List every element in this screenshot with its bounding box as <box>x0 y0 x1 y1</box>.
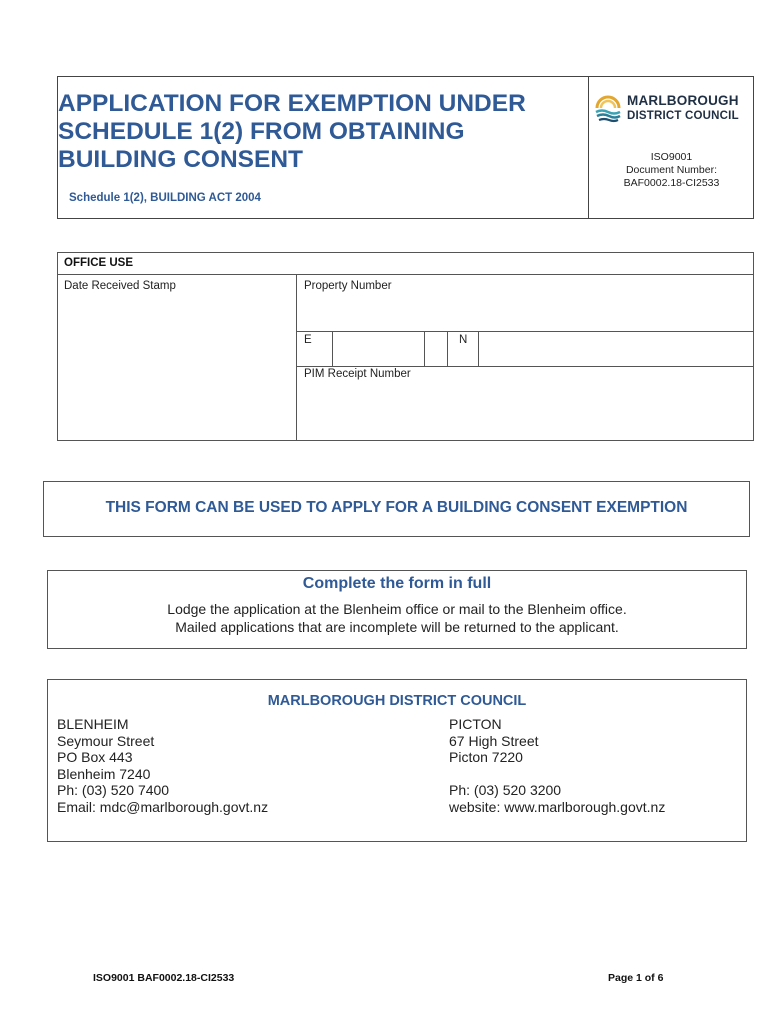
document-number-label: Document Number: <box>625 164 718 176</box>
document-number: BAF0002.18-CI2533 <box>623 177 720 189</box>
council-heading: MARLBOROUGH DISTRICT COUNCIL <box>267 693 527 709</box>
blenheim-po-box: PO Box 443 <box>57 749 133 765</box>
easting-label: E <box>304 334 312 346</box>
northing-field[interactable] <box>479 332 753 366</box>
picton-website[interactable]: website: www.marlborough.govt.nz <box>449 798 666 815</box>
exemption-banner-text: THIS FORM CAN BE USED TO APPLY FOR A BUILDING CONSENT EXEMPTION <box>105 499 688 516</box>
footer-page-number: Page 1 of 6 <box>608 972 664 984</box>
picton-phone: Ph: (03) 520 3200 <box>449 782 562 798</box>
blenheim-email[interactable]: Email: mdc@marlborough.govt.nz <box>57 798 269 815</box>
northing-label: N <box>459 334 468 346</box>
blenheim-street: Seymour Street <box>57 732 155 749</box>
property-number-label: Property Number <box>304 280 392 292</box>
lodge-instructions: Lodge the application at the Blenheim office or mail to the Blenheim office. <box>167 601 627 617</box>
title-line-1: APPLICATION FOR EXEMPTION UNDER <box>58 90 526 117</box>
document-subtitle: Schedule 1(2), BUILDING ACT 2004 <box>69 192 261 204</box>
office-use-heading: OFFICE USE <box>64 257 134 269</box>
logo-text-district-council: DISTRICT COUNCIL <box>627 110 739 122</box>
blenheim-phone: Ph: (03) 520 7400 <box>57 782 170 798</box>
title-line-2: SCHEDULE 1(2) FROM OBTAINING <box>58 118 465 145</box>
document-title <box>58 90 578 174</box>
incomplete-warning: Mailed applications that are incomplete will be returned to the applicant. <box>175 619 619 635</box>
picton-address <box>449 716 665 815</box>
picton-name: PICTON <box>449 716 502 732</box>
iso-label: ISO9001 <box>650 151 693 163</box>
picton-spacer <box>449 766 665 783</box>
office-use-divider <box>57 274 754 275</box>
footer-document-reference: ISO9001 BAF0002.18-CI2533 <box>93 972 235 984</box>
picton-city: Picton 7220 <box>449 749 523 765</box>
complete-form-heading: Complete the form in full <box>302 575 492 592</box>
title-line-3: BUILDING CONSENT <box>58 146 303 173</box>
pim-receipt-number-label: PIM Receipt Number <box>304 368 411 380</box>
e-field-right-border <box>424 331 425 366</box>
logo-text-marlborough: MARLBOROUGH <box>627 93 739 108</box>
easting-field[interactable] <box>333 332 424 366</box>
marlborough-logo-icon <box>593 91 623 125</box>
blenheim-name: BLENHEIM <box>57 716 129 732</box>
blenheim-address <box>57 716 268 815</box>
header-divider <box>588 76 589 219</box>
en-row-bottom-border <box>296 366 754 367</box>
office-use-column-divider <box>296 274 297 441</box>
date-received-stamp-label: Date Received Stamp <box>64 280 176 292</box>
blenheim-city: Blenheim 7240 <box>57 765 151 782</box>
picton-street: 67 High Street <box>449 732 539 749</box>
n-label-left-border <box>447 331 448 366</box>
